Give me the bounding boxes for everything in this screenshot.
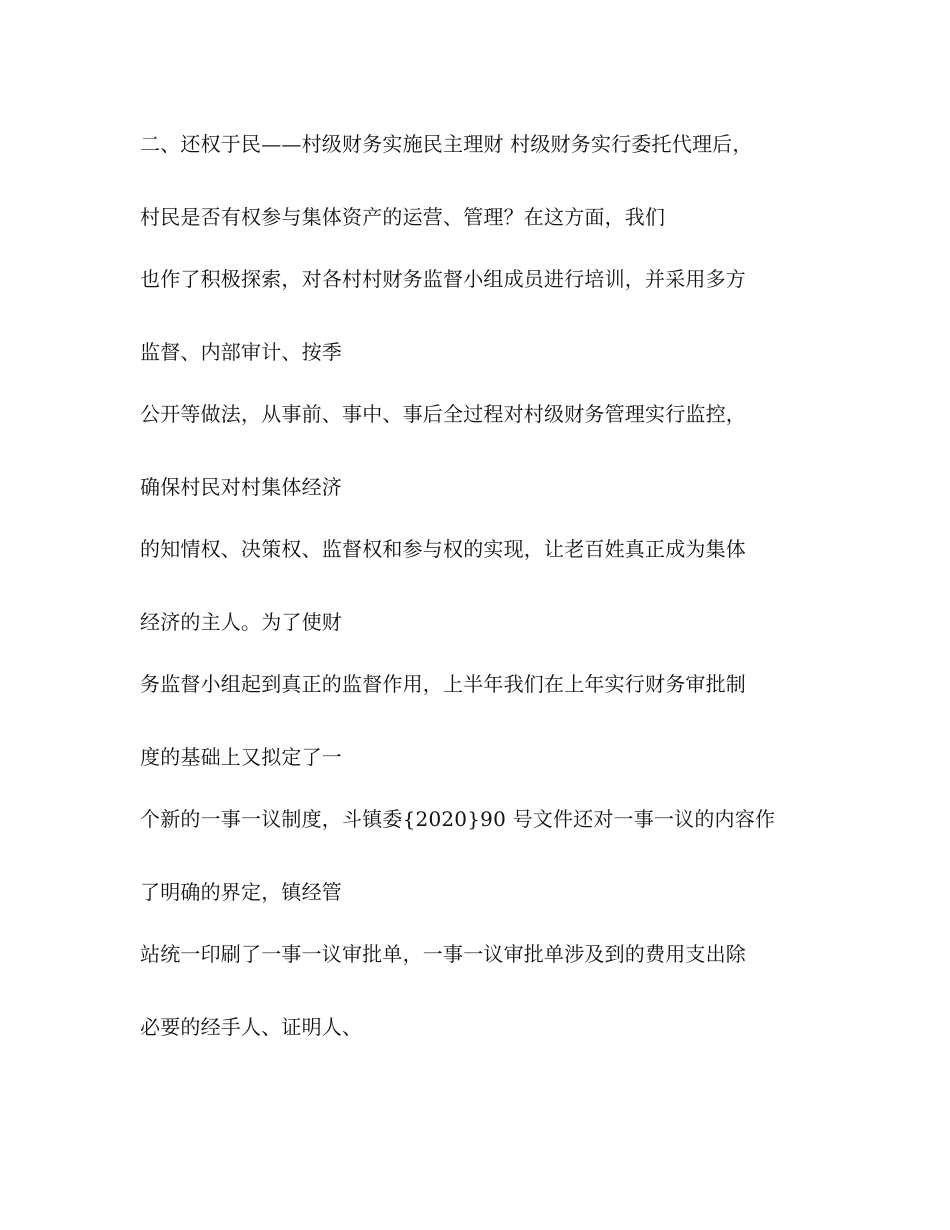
text-line-5: 公开等做法，从事前、事中、事后全过程对村级财务管理实行监控， [140,402,746,426]
text-line-4: 监督、内部审计、按季 [140,340,342,364]
text-line-1: 二、还权于民——村级财务实施民主理财 村级财务实行委托代理后， [140,132,753,156]
text-line-10: 度的基础上又拟定了一 [140,745,342,769]
text-line-8: 经济的主人。为了使财 [140,610,342,634]
text-line-7: 的知情权、决策权、监督权和参与权的实现，让老百姓真正成为集体 [140,537,746,561]
text-line-12: 了明确的界定，镇经管 [140,880,342,904]
text-line-14: 必要的经手人、证明人、 [140,1015,363,1039]
text-line-6: 确保村民对村集体经济 [140,475,342,499]
text-line-2: 村民是否有权参与集体资产的运营、管理？在这方面，我们 [140,205,666,229]
text-line-3: 也作了积极探索，对各村村财务监督小组成员进行培训，并采用多方 [140,267,746,291]
text-line-13: 站统一印刷了一事一议审批单，一事一议审批单涉及到的费用支出除 [140,942,746,966]
text-line-9: 务监督小组起到真正的监督作用，上半年我们在上年实行财务审批制 [140,672,746,696]
text-line-11: 个新的一事一议制度，斗镇委{2020}90 号文件还对一事一议的内容作 [140,807,776,831]
